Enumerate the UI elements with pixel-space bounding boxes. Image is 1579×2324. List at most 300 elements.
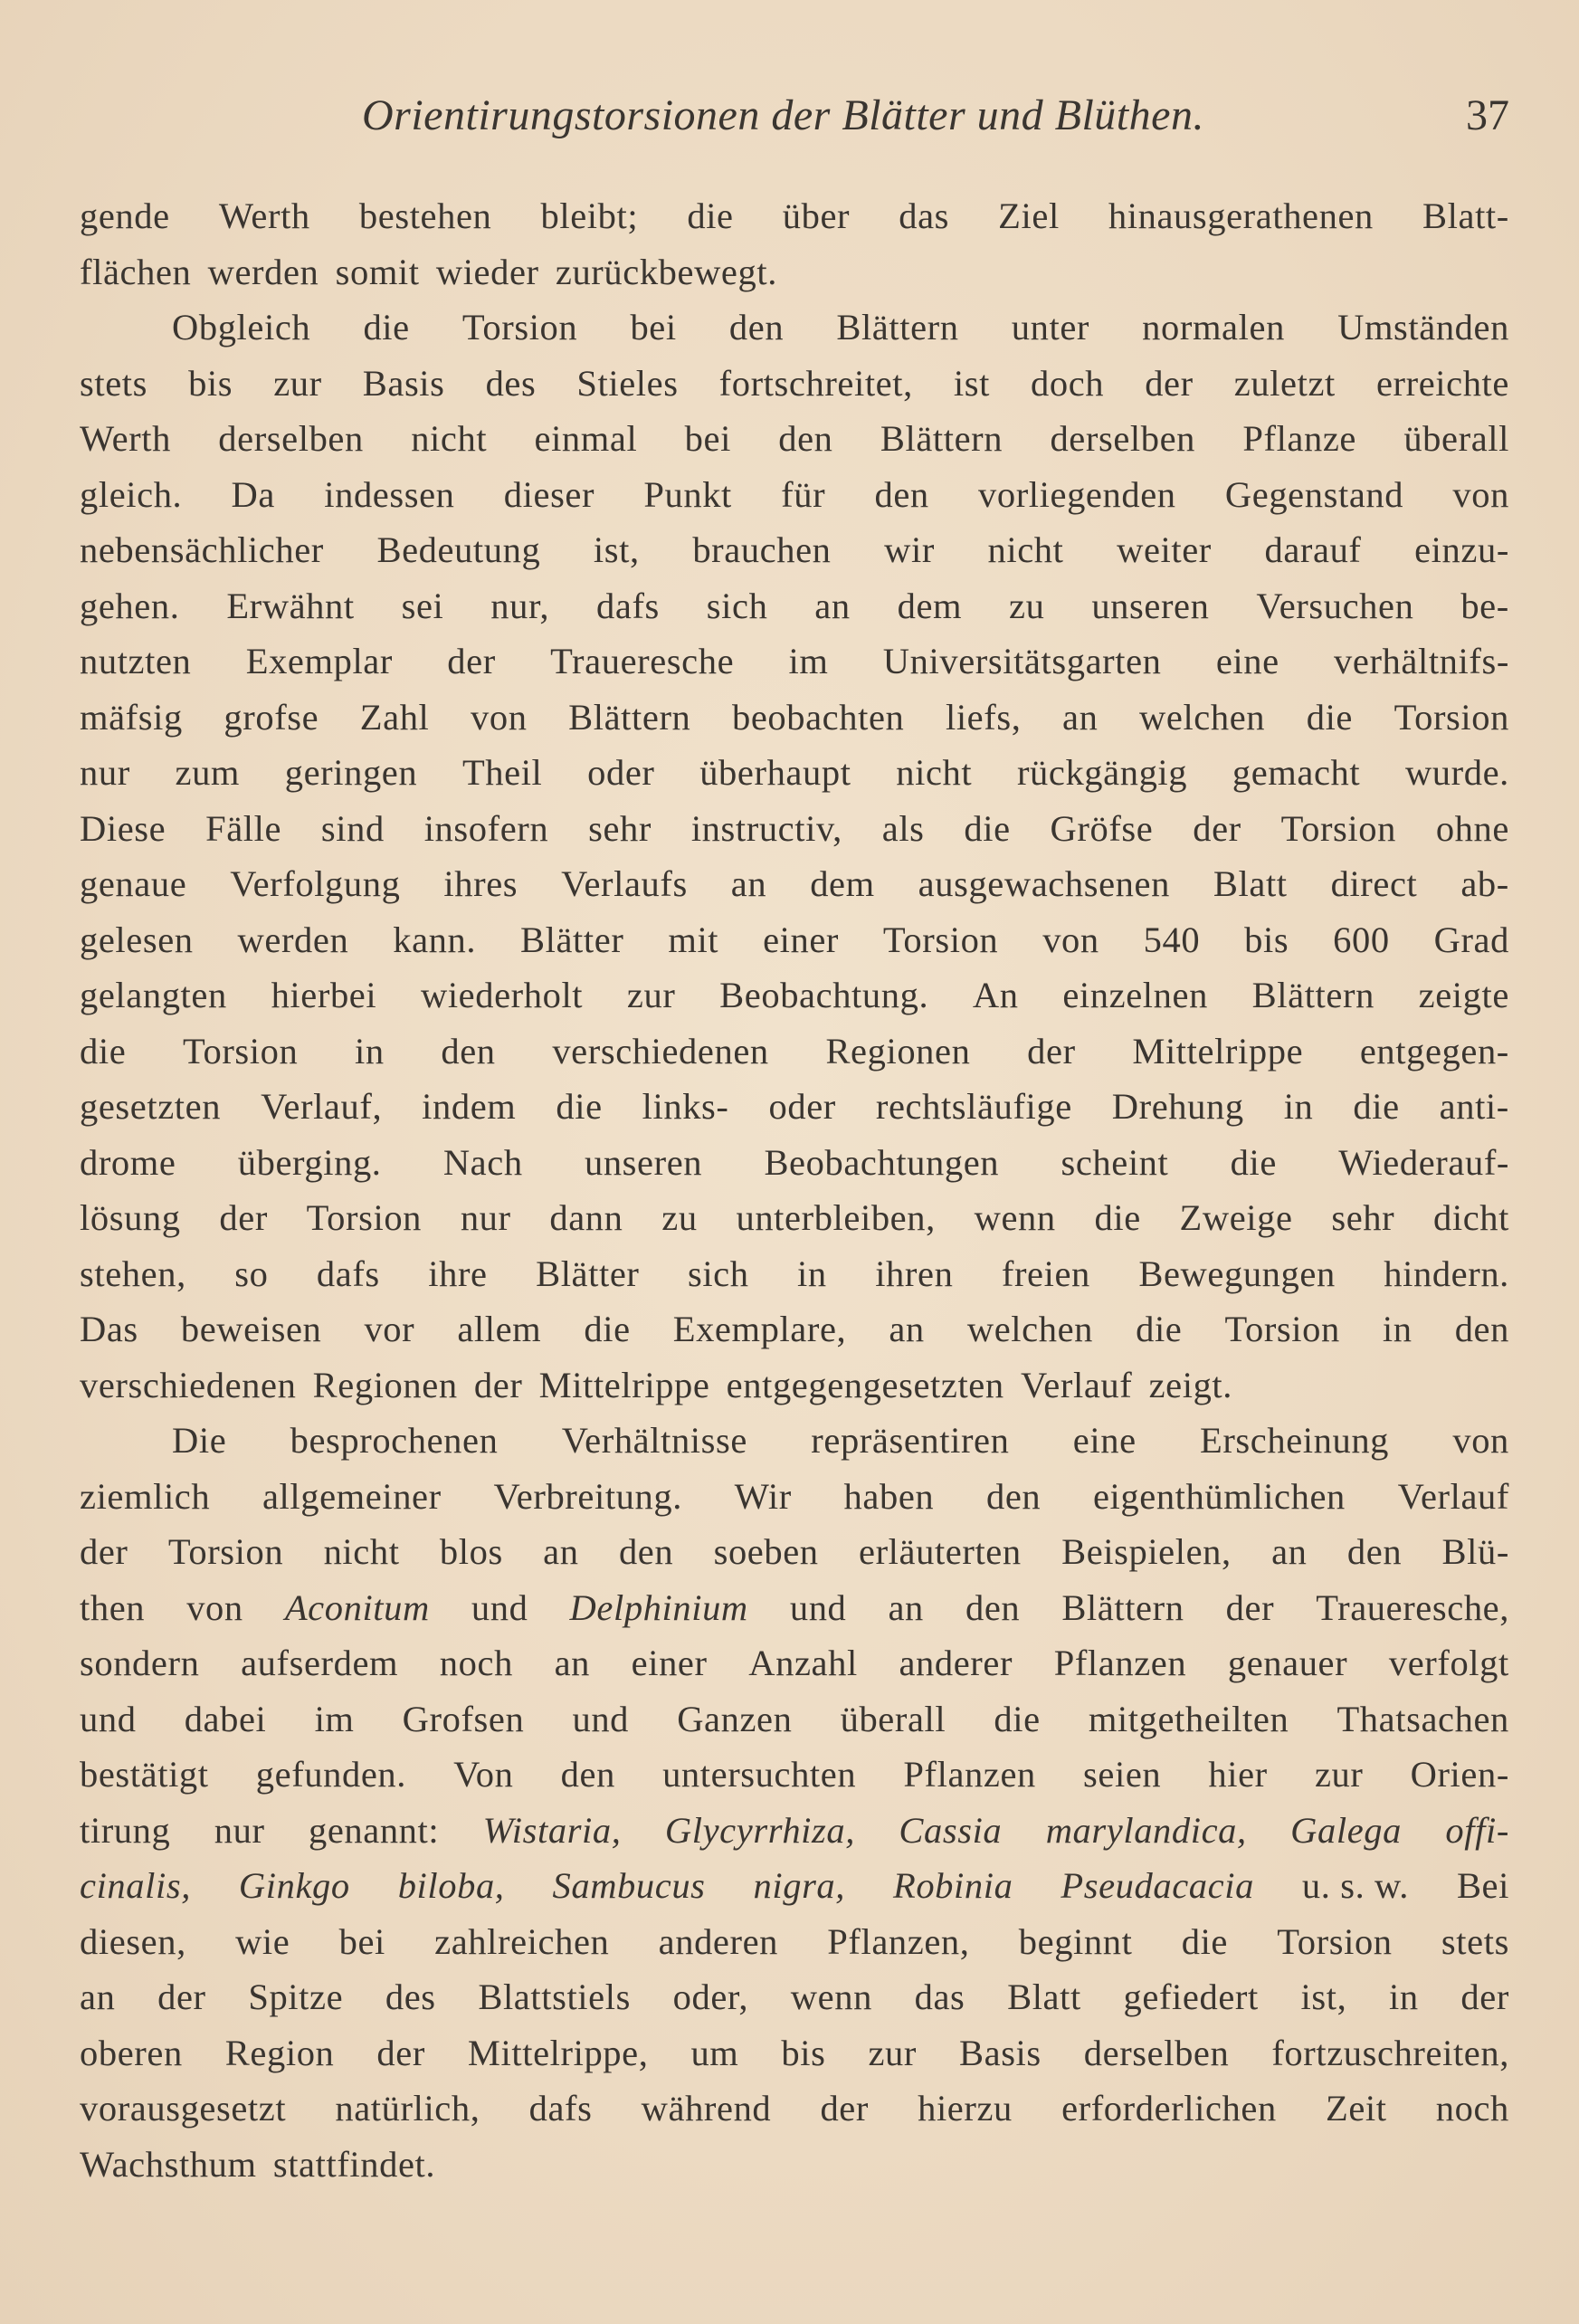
word: verschiedenen	[80, 1364, 297, 1405]
word: brauchen	[692, 529, 832, 570]
word: ihren	[875, 1252, 954, 1294]
word: gende	[80, 195, 170, 236]
word: die	[687, 195, 734, 236]
word: Bei	[1456, 1865, 1509, 1906]
word: Grofsen	[402, 1698, 525, 1739]
word: stets	[80, 362, 148, 404]
word: Pflanzen	[1053, 1643, 1187, 1683]
word: indessen	[324, 473, 455, 515]
word: eine	[1215, 641, 1279, 681]
word: allem	[457, 1309, 542, 1349]
text-line	[80, 967, 1509, 1024]
word: nur,	[490, 585, 550, 626]
word: über	[782, 195, 851, 236]
word: den	[985, 1475, 1042, 1517]
word: des	[385, 1976, 436, 2017]
word: und	[789, 1586, 847, 1628]
word: Drehung	[1111, 1086, 1244, 1127]
body-text	[80, 188, 1509, 2192]
word: die	[584, 1309, 631, 1349]
word: zur	[273, 362, 322, 404]
word: der	[157, 1976, 206, 2017]
word: repräsentiren	[811, 1420, 1010, 1461]
word: nur	[214, 1809, 265, 1851]
word: somit	[335, 251, 420, 292]
text-line	[80, 522, 1509, 578]
word: Da	[231, 473, 275, 515]
word: für	[781, 473, 826, 515]
word: zurückbewegt.	[555, 251, 777, 292]
word: eigenthümlichen	[1092, 1475, 1346, 1517]
text-line	[80, 578, 1509, 634]
word: haben	[843, 1475, 935, 1517]
text-line	[80, 912, 1509, 968]
word: an	[543, 1531, 579, 1572]
word: Pflanzen,	[827, 1920, 970, 1962]
word: hier	[1208, 1754, 1268, 1795]
word: Regionen	[825, 1030, 971, 1072]
word: derselben	[1083, 2032, 1230, 2073]
word: fortzuschreiten,	[1271, 2032, 1509, 2073]
word: welchen	[1139, 696, 1266, 738]
word: sehr	[1331, 1197, 1395, 1238]
word: den	[618, 1531, 674, 1572]
word: Blü-	[1441, 1531, 1509, 1572]
word: oder,	[672, 1976, 749, 2017]
text-line	[80, 1246, 1509, 1302]
word: rückgängig	[1016, 752, 1188, 793]
word: die	[363, 307, 410, 348]
word: fortschreitet,	[718, 362, 913, 404]
word: rechtsläufige	[875, 1086, 1072, 1127]
word: eine	[1072, 1420, 1137, 1461]
word: nicht	[411, 418, 488, 459]
text-line	[80, 411, 1509, 467]
text-line	[80, 1135, 1509, 1191]
word: an	[1271, 1531, 1308, 1572]
word: untersuchten	[662, 1754, 857, 1795]
word: Die	[172, 1420, 227, 1461]
word: besprochenen	[290, 1420, 499, 1461]
word: Blättern	[880, 418, 1004, 459]
word: sei	[401, 585, 444, 626]
italic-word: Delphinium	[569, 1586, 748, 1628]
word: natürlich,	[335, 2088, 480, 2129]
word: tirung	[80, 1809, 171, 1851]
word: Regionen	[312, 1364, 458, 1405]
italic-word: Sambucus	[552, 1865, 706, 1906]
word: grofse	[224, 696, 319, 738]
text-line	[80, 1024, 1509, 1080]
word: oder	[587, 752, 655, 793]
word: der	[80, 1531, 128, 1572]
word: dafs	[596, 585, 660, 626]
word: bei	[630, 307, 677, 348]
word: ist,	[593, 529, 640, 570]
word: drome	[80, 1141, 176, 1183]
word: Ziel	[998, 195, 1060, 236]
word: beweisen	[180, 1309, 322, 1349]
word: die	[1306, 696, 1354, 738]
word: Torsion	[306, 1197, 423, 1238]
word: zeigte	[1418, 975, 1509, 1015]
italic-word: Pseudacacia	[1061, 1865, 1254, 1906]
word: wurde.	[1404, 752, 1509, 793]
word: der	[820, 2088, 869, 2129]
word: Ganzen	[677, 1698, 793, 1739]
word: einmal	[534, 418, 638, 459]
word: dicht	[1433, 1197, 1509, 1238]
word: die	[1230, 1141, 1277, 1183]
word: hinausgerathenen	[1108, 195, 1374, 236]
word: der	[1225, 1586, 1275, 1628]
word: Verlaufs	[561, 863, 688, 904]
word: einer	[763, 919, 840, 960]
text-line	[80, 1803, 1509, 1859]
word: Blattstiels	[478, 1976, 631, 2017]
word: bei	[684, 418, 731, 459]
text-line	[80, 1580, 1509, 1636]
word: anderer	[899, 1643, 1013, 1683]
word: die	[80, 1030, 127, 1072]
word: bei	[338, 1920, 385, 1962]
word: seien	[1083, 1754, 1162, 1795]
page-header	[80, 90, 1509, 145]
word: ihres	[443, 863, 518, 904]
word: den	[560, 1754, 615, 1795]
word: zum	[175, 752, 241, 793]
word: derselben	[218, 418, 364, 459]
word: an	[814, 585, 851, 626]
word: Gegenstand	[1224, 473, 1404, 515]
word: den	[728, 307, 785, 348]
word: wenn	[790, 1976, 872, 2017]
text-line	[80, 1691, 1509, 1748]
word: Region	[224, 2032, 335, 2073]
word: freien	[1001, 1252, 1090, 1294]
word: an	[1062, 696, 1099, 738]
word: den	[1454, 1309, 1509, 1349]
word: entgegengesetzten	[726, 1364, 1004, 1405]
word: Grad	[1433, 919, 1509, 960]
word: insofern	[423, 807, 549, 849]
word: bis	[781, 2032, 826, 2073]
italic-word: Glycyrrhiza,	[664, 1809, 855, 1851]
running-title: Orientirungstorsionen der Blätter und Blüthen.	[362, 91, 1204, 139]
word: nebensächlicher	[80, 529, 324, 570]
word: weiter	[1117, 529, 1212, 570]
word: Blätter	[520, 919, 624, 960]
word: Traueresche,	[1316, 1586, 1509, 1628]
word: das	[899, 195, 950, 236]
word: Universitätsgarten	[882, 641, 1162, 681]
word: vorliegenden	[978, 473, 1176, 515]
italic-word: Cassia	[899, 1809, 1003, 1851]
word: bis	[188, 362, 233, 404]
word: nutzten	[80, 641, 192, 681]
word: bis	[1244, 919, 1289, 960]
word: nicht	[896, 752, 973, 793]
word: Beobachtung.	[719, 975, 929, 1015]
word: Basis	[362, 362, 445, 404]
italic-word: biloba,	[397, 1865, 505, 1906]
word: darauf	[1264, 529, 1362, 570]
word: einer	[631, 1643, 708, 1683]
word: gelesen	[80, 919, 194, 960]
word: die	[556, 1086, 603, 1127]
word: Blättern	[568, 696, 691, 738]
word: gesetzten	[80, 1086, 222, 1127]
word: Pflanze	[1242, 418, 1356, 459]
word: noch	[1435, 2088, 1509, 2129]
word: gemacht	[1232, 752, 1361, 793]
word: vorausgesetzt	[80, 2088, 287, 2129]
word: der	[1460, 1976, 1509, 2017]
word: Von	[453, 1754, 514, 1795]
word: Anzahl	[748, 1643, 858, 1683]
text-line	[80, 1301, 1509, 1357]
word: in	[1382, 1309, 1413, 1349]
word: bestätigt	[80, 1754, 209, 1795]
word: der	[1145, 362, 1194, 404]
word: Das	[80, 1309, 138, 1349]
text-line	[80, 188, 1509, 244]
word: geringen	[284, 752, 418, 793]
word: gehen.	[80, 585, 180, 626]
word: Torsion	[882, 919, 999, 960]
word: dabei	[184, 1698, 267, 1739]
word: dem	[897, 585, 963, 626]
word: Exemplar	[245, 641, 393, 681]
word: einzelnen	[1062, 975, 1208, 1015]
word: nur	[460, 1197, 511, 1238]
word: in	[355, 1030, 385, 1072]
word: ist,	[1300, 1976, 1347, 2017]
word: sondern	[80, 1643, 200, 1683]
italic-word: offi-	[1445, 1809, 1509, 1851]
word: der	[1027, 1030, 1076, 1072]
word: blos	[439, 1531, 503, 1572]
text-line	[80, 1413, 1509, 1469]
word: Nach	[442, 1141, 523, 1183]
word: Verlauf	[1020, 1364, 1133, 1405]
page-number: 37	[1466, 91, 1509, 139]
word: an	[888, 1586, 924, 1628]
word: Wiederauf-	[1338, 1141, 1509, 1183]
word: von	[1042, 919, 1099, 960]
word: Obgleich	[172, 307, 311, 348]
word: scheint	[1061, 1141, 1169, 1183]
word: Blätter	[536, 1252, 640, 1294]
word: genaue	[80, 863, 187, 904]
word: beginnt	[1018, 1920, 1133, 1962]
word: zahlreichen	[434, 1920, 610, 1962]
word: so	[234, 1252, 269, 1294]
word: Zahl	[359, 696, 430, 738]
word: indem	[422, 1086, 517, 1127]
word: mit	[668, 919, 719, 960]
word: um	[690, 2032, 739, 2073]
word: Traueresche	[550, 641, 735, 681]
word: hindern.	[1384, 1252, 1509, 1294]
text-line	[80, 467, 1509, 523]
word: einzu-	[1414, 529, 1509, 570]
word: bleibt;	[540, 195, 639, 236]
word: oberen	[80, 2032, 183, 2073]
word: sind	[320, 807, 385, 849]
word: Zeit	[1325, 2088, 1387, 2129]
word: wieder	[435, 251, 539, 292]
word: den	[965, 1586, 1021, 1628]
word: Blättern	[1061, 1586, 1184, 1628]
word: mäfsig	[80, 696, 183, 738]
word: den	[874, 473, 929, 515]
text-line	[80, 2137, 1509, 2193]
word: die	[1181, 1920, 1229, 1962]
word: Torsion	[461, 307, 578, 348]
word: links-	[642, 1086, 729, 1127]
word: Bewegungen	[1138, 1252, 1336, 1294]
word: von	[471, 696, 528, 738]
word: Torsion	[167, 1531, 284, 1572]
text-line	[80, 1747, 1509, 1803]
word: genannt:	[308, 1809, 440, 1851]
word: anderen	[658, 1920, 779, 1962]
word: erforderlichen	[1061, 2088, 1277, 2129]
word: verschiedenen	[552, 1030, 769, 1072]
word: der	[473, 1364, 523, 1405]
word: unter	[1011, 307, 1089, 348]
word: Punkt	[643, 473, 732, 515]
word: Theil	[461, 752, 543, 793]
word: welchen	[966, 1309, 1094, 1349]
word: an	[730, 863, 767, 904]
word: an	[554, 1643, 591, 1683]
text-line	[80, 1969, 1509, 2025]
word: anti-	[1439, 1086, 1509, 1127]
word: in	[1283, 1086, 1314, 1127]
word: zur	[1314, 1754, 1364, 1795]
word: Versuchen	[1256, 585, 1414, 626]
italic-word: Galega	[1290, 1809, 1402, 1851]
word: die	[994, 1698, 1041, 1739]
word: Fälle	[205, 807, 282, 849]
word: gefunden.	[255, 1754, 406, 1795]
word: überall	[840, 1698, 946, 1739]
word: dafs	[528, 2088, 593, 2129]
word: Diese	[80, 807, 166, 849]
word: die	[1136, 1309, 1183, 1349]
word: überging.	[237, 1141, 382, 1183]
word: zuletzt	[1233, 362, 1336, 404]
word: hierzu	[918, 2088, 1013, 2129]
word: Wachsthum	[80, 2143, 257, 2185]
word: Beispielen,	[1061, 1531, 1232, 1572]
word: Orien-	[1410, 1754, 1509, 1795]
word: wiederholt	[420, 975, 584, 1015]
word: unterbleiben,	[736, 1197, 936, 1238]
word: normalen	[1142, 307, 1285, 348]
word: Torsion	[1280, 807, 1396, 849]
word: lösung	[80, 1197, 181, 1238]
word: verfolgt	[1388, 1643, 1509, 1683]
word: noch	[439, 1643, 513, 1683]
word: derselben	[1050, 418, 1196, 459]
word: Verfolgung	[230, 863, 401, 904]
word: Zweige	[1179, 1197, 1293, 1238]
word: als	[881, 807, 925, 849]
word: Beobachtungen	[764, 1141, 1000, 1183]
word: be-	[1460, 585, 1509, 626]
word: ohne	[1435, 807, 1509, 849]
word: Werth	[218, 195, 310, 236]
word: sich	[706, 585, 768, 626]
word: in	[1389, 1976, 1419, 2017]
word: den	[778, 418, 833, 459]
word: 540	[1143, 919, 1201, 960]
word: ist	[953, 362, 990, 404]
word: genauer	[1227, 1643, 1348, 1683]
word: Verlauf,	[261, 1086, 383, 1127]
word: aufserdem	[241, 1643, 399, 1683]
word: und	[471, 1586, 528, 1628]
italic-word: cinalis,	[80, 1865, 191, 1906]
word: Torsion	[1224, 1309, 1340, 1349]
word: zur	[868, 2032, 917, 2073]
word: Blättern	[836, 307, 959, 348]
word: überhaupt	[699, 752, 851, 793]
word: Mittelrippe	[538, 1364, 710, 1405]
word: ihre	[428, 1252, 488, 1294]
word: allgemeiner	[262, 1475, 442, 1517]
word: die	[964, 807, 1011, 849]
word: Wir	[734, 1475, 792, 1517]
word: mitgetheilten	[1088, 1698, 1289, 1739]
word: Umständen	[1337, 307, 1509, 348]
italic-word: Ginkgo	[238, 1865, 350, 1906]
word: den	[441, 1030, 496, 1072]
word: doch	[1031, 362, 1105, 404]
word: Verhältnisse	[561, 1420, 747, 1461]
text-line	[80, 2081, 1509, 2137]
word: Verbreitung.	[493, 1475, 682, 1517]
italic-word: nigra,	[753, 1865, 846, 1906]
word: im	[788, 641, 829, 681]
word: Basis	[959, 2032, 1042, 2073]
word: erläuterten	[859, 1531, 1022, 1572]
word: Torsion	[182, 1030, 299, 1072]
word: an	[80, 1976, 116, 2017]
word: Pflanzen	[903, 1754, 1036, 1795]
word: Mittelrippe,	[467, 2032, 649, 2073]
text-line	[80, 2025, 1509, 2081]
text-line	[80, 1524, 1509, 1580]
word: werden	[207, 251, 319, 292]
word: im	[314, 1698, 355, 1739]
word: vor	[364, 1309, 415, 1349]
word: flächen	[80, 251, 192, 292]
word: während	[641, 2088, 772, 2129]
text-line	[80, 1357, 1509, 1414]
italic-word: Robinia	[892, 1865, 1013, 1906]
italic-word: Aconitum	[284, 1586, 430, 1628]
word: verhältnifs-	[1334, 641, 1509, 681]
word: der	[219, 1197, 268, 1238]
word: dafs	[316, 1252, 380, 1294]
text-line	[80, 1469, 1509, 1525]
word: ab-	[1460, 863, 1509, 904]
word: nicht	[323, 1531, 400, 1572]
